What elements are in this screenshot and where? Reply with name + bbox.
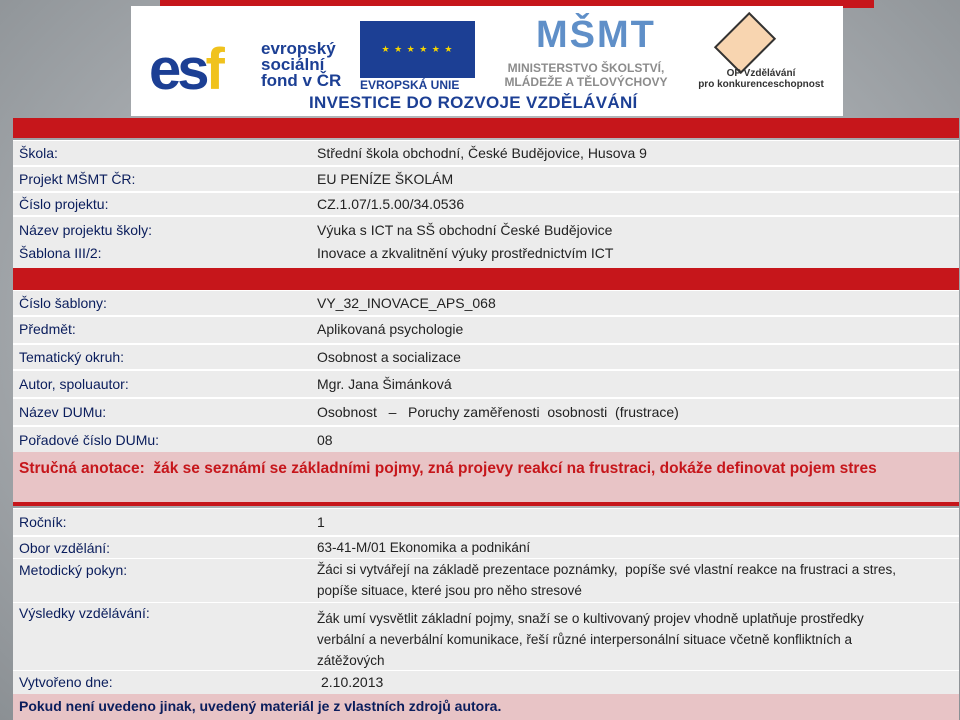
row-anotace — [13, 452, 959, 502]
esf-text-line-1: evropský — [261, 39, 336, 58]
skola-value: Střední škola obchodní, České Budějovice, Husova 9 — [317, 145, 647, 161]
esf-logo: esf — [149, 37, 221, 102]
row-cislo-sablony — [13, 290, 959, 316]
vysledky-value-2: verbální a neverbální komunikace, řeší různé interpersonální situace včetně konfliktních a — [317, 632, 853, 647]
msmt-text-line-1: MINISTERSTVO ŠKOLSTVÍ, — [507, 61, 665, 75]
row-autor — [13, 370, 959, 398]
op-logo-icon — [714, 12, 776, 74]
red-band-middle — [13, 268, 959, 290]
obor-value: 63-41-M/01 Ekonomika a podnikání — [317, 540, 531, 555]
cislo-sablony-label: Číslo šablony: — [19, 295, 107, 311]
nazev-dumu-label: Název DUMu: — [19, 404, 107, 420]
row-rocnik — [13, 508, 959, 536]
autor-label: Autor, spoluautor: — [19, 376, 129, 392]
poradove-cislo-value: 08 — [317, 432, 333, 448]
okruh-label: Tematický okruh: — [19, 349, 125, 365]
metodicky-pokyn-label: Metodický pokyn: — [19, 562, 128, 578]
logo-banner — [131, 6, 843, 116]
footer-text: Pokud není uvedeno jinak, uvedený materiál je z vlastních zdrojů autora. — [19, 698, 502, 714]
cislo-sablony-value: VY_32_INOVACE_APS_068 — [317, 295, 496, 311]
row-skola — [13, 140, 959, 166]
msmt-text — [486, 61, 686, 89]
row-projekt — [13, 166, 959, 192]
projekt-value: EU PENÍZE ŠKOLÁM — [317, 171, 454, 187]
cislo-projektu-value: CZ.1.07/1.5.00/34.0536 — [317, 196, 465, 212]
op-text-line-1: OP Vzdělávání — [726, 68, 796, 79]
cislo-projektu-label: Číslo projektu: — [19, 196, 109, 212]
autor-value: Mgr. Jana Šimánková — [317, 376, 452, 392]
row-nazev-projektu — [13, 216, 959, 270]
obor-label: Obor vzdělání: — [19, 540, 111, 556]
row-vysledky — [13, 602, 959, 672]
poradove-cislo-label: Pořadové číslo DUMu: — [19, 432, 160, 448]
row-metodicky-pokyn — [13, 558, 959, 604]
anotace-text: Stručná anotace: žák se seznámí se základními pojmy, zná projevy reakcí na frustraci, dokáže definovat pojem stres — [19, 460, 877, 477]
op-text — [691, 68, 831, 90]
vysledky-label: Výsledky vzdělávání: — [19, 605, 150, 621]
esf-text-line-3: fond v ČR — [261, 71, 342, 90]
row-nazev-dumu — [13, 398, 959, 426]
projekt-label: Projekt MŠMT ČR: — [19, 171, 136, 187]
row-poradove-cislo — [13, 426, 959, 454]
predmet-value: Aplikovaná psychologie — [317, 321, 464, 337]
red-band-top — [13, 118, 959, 138]
skola-label: Škola: — [19, 145, 58, 161]
nazev-projektu-label: Název projektu školy: — [19, 222, 153, 238]
op-text-line-2: pro konkurenceschopnost — [698, 79, 824, 90]
row-cislo-projektu — [13, 192, 959, 216]
vytvoreno-value: 2.10.2013 — [321, 674, 384, 690]
rocnik-label: Ročník: — [19, 514, 67, 530]
nazev-dumu-value: Osobnost – Poruchy zaměřenosti osobnosti (frustrace) — [317, 404, 679, 420]
row-footer — [13, 694, 959, 720]
predmet-label: Předmět: — [19, 321, 76, 337]
okruh-value: Osobnost a socializace — [317, 349, 461, 365]
row-predmet — [13, 316, 959, 344]
vytvoreno-label: Vytvořeno dne: — [19, 674, 113, 690]
metodicky-pokyn-value-1: Žáci si vytvářejí na základě prezentace poznámky, popíše své vlastní reakce na frustraci a stres, — [317, 562, 897, 577]
sablona-value: Inovace a zkvalitnění výuky prostřednictvím ICT — [317, 245, 614, 261]
vysledky-value-3: zátěžových — [317, 653, 385, 668]
red-band-lower — [13, 502, 959, 506]
row-okruh — [13, 344, 959, 370]
rocnik-value: 1 — [317, 514, 325, 530]
esf-text — [261, 41, 341, 89]
investice-slogan: INVESTICE DO ROZVOJE VZDĚLÁVÁNÍ — [309, 93, 638, 112]
vysledky-value-1: Žák umí vysvětlit základní pojmy, snaží se o kultivovaný projev vhodně uplatňuje prostředky — [317, 611, 864, 626]
nazev-projektu-value: Výuka s ICT na SŠ obchodní České Budějovice — [317, 222, 613, 238]
eu-text: EVROPSKÁ UNIE — [360, 78, 460, 92]
msmt-text-line-2: MLÁDEŽE A TĚLOVÝCHOVY — [504, 75, 668, 89]
msmt-logo: MŠMT — [536, 14, 656, 56]
row-vytvoreno — [13, 670, 959, 696]
eu-flag-icon: ★ ★ ★ ★ ★ ★ — [360, 21, 475, 78]
row-obor — [13, 536, 959, 560]
esf-text-line-2: sociální — [261, 55, 325, 74]
sablona-label: Šablona III/2: — [19, 245, 102, 261]
metodicky-pokyn-value-2: popíše situace, které jsou pro něho stresové — [317, 583, 582, 598]
